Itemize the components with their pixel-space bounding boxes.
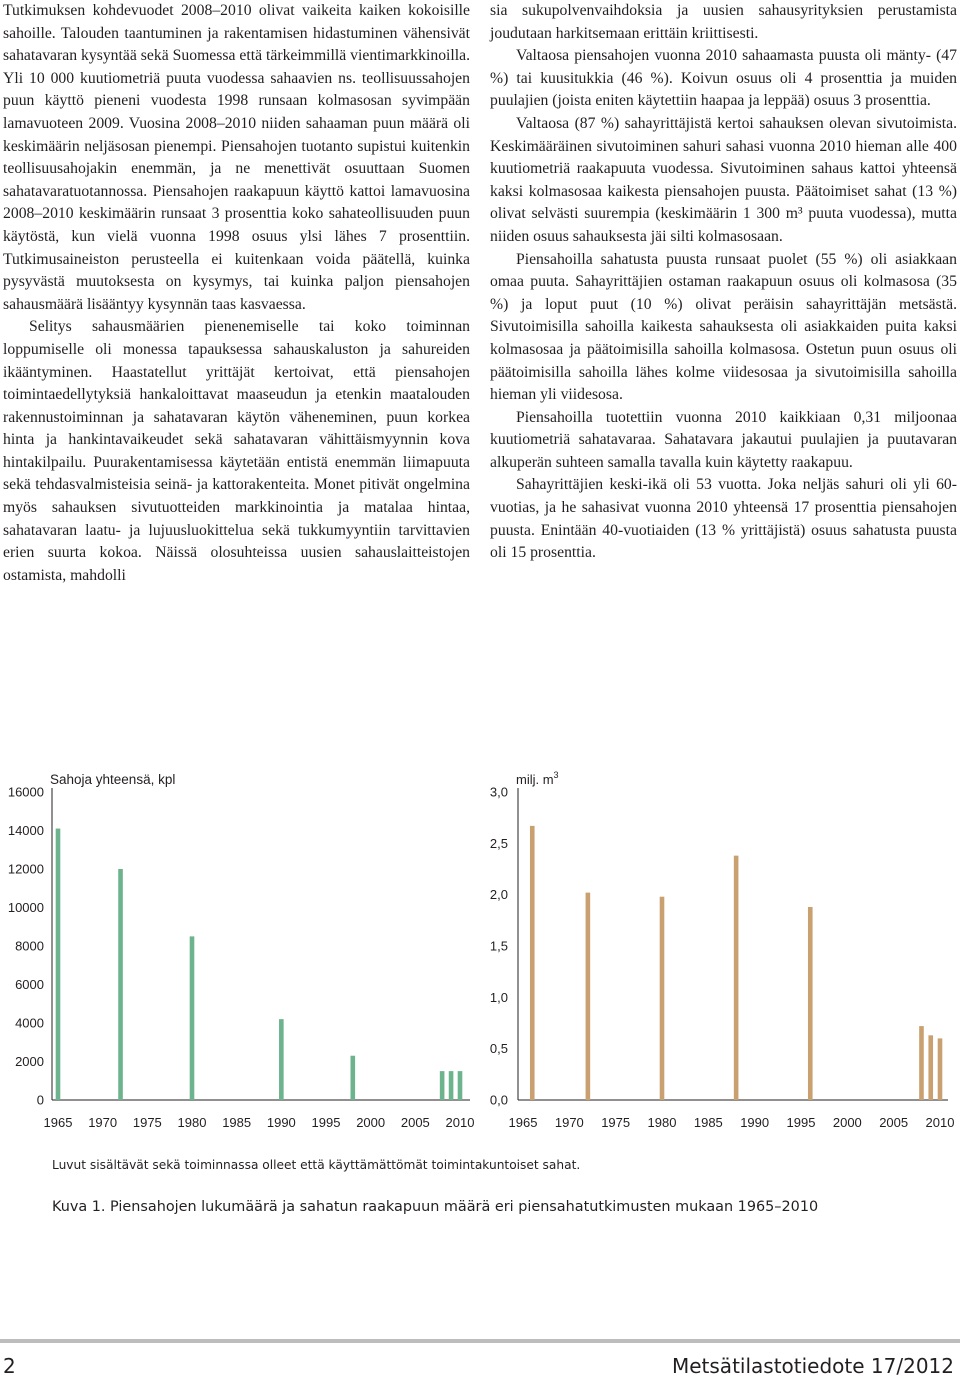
- x-tick-label: 1975: [132, 1115, 162, 1130]
- y-unit-label: milj. $m^3$: [516, 770, 559, 787]
- chart-bar: [56, 829, 61, 1100]
- paragraph: Tutkimuksen kohdevuodet 2008–2010 olivat vaikeita kaiken kokoisille sahoille. Talouden taantuminen ja rakentamisen hidastuminen vähensivät sahatavaran kysyntää sekä Suomessa että tärkeimmillä vientimarkkinoilla. Yli 10 000 kuutiometriä puuta vuodessa sahaavien ns. teollisuussahojen puun käyttö pieneni vuodesta 1998 runsaan kolmasosan syvimpään lamavuoteen 2009. Vuosina 2008–2010 niiden sahaaman puun määrä oli keskimäärin neljäsosan pienempi. Piensahojen tuotanto supistui kuitenkin teollisuusahojakin enemmän, ja ne menettivät osuuttaan Suomen sahatavaratuotannossa. Piensahojen raakapuun käyttö kattoi lamavuosina 2008–2010 keskimäärin runsaat 3 prosenttia koko sahateollisuuden puun käytöstä, kun vielä vuonna 1998 osuus ylsi lähes 7 prosenttiin. Tutkimusaineiston perusteella ei kuitenkaan voida päätellä, kuinka pysyvästä muutoksesta on kysymys, tai kuinka paljon piensahojen sahausmäärä lisääntyy kysynnän taas kasvaessa.: [3, 2, 470, 313]
- y-tick-label: 4000: [15, 1015, 44, 1031]
- y-tick-label: 0,0: [489, 1092, 508, 1108]
- y-tick-label: 1,0: [489, 989, 508, 1005]
- x-tick-label: 1990: [740, 1115, 770, 1130]
- y-tick-label: 0,5: [489, 1041, 508, 1057]
- chart-bar: [928, 1035, 933, 1100]
- figure-note: Luvut sisältävät sekä toiminnassa olleet että käyttämättömät toimintakuntoiset sahat.: [52, 1158, 581, 1172]
- publication-name: Metsätilastotiedote 17/2012: [671, 1354, 954, 1376]
- x-tick-label: 2000: [832, 1115, 862, 1130]
- chart-bar: [440, 1071, 445, 1100]
- x-tick-label: 1980: [177, 1115, 207, 1130]
- y-tick-label: 1,5: [489, 938, 508, 954]
- x-tick-label: 1980: [647, 1115, 677, 1130]
- chart-bar: [808, 907, 813, 1100]
- text-column-right: [490, 0, 957, 565]
- paragraph: Piensahoilla tuotettiin vuonna 2010 kaikkiaan 0,31 miljoonaa kuutiometriä sahatavaraa. Sahatavara jakautui puulajien ja puutavaran alkuperän suhteen samalla tavalla kuin käytetty raakapuu.: [490, 408, 957, 471]
- x-tick-label: 2010: [445, 1115, 475, 1130]
- chart-bar: [660, 897, 665, 1100]
- chart-bar: [586, 893, 591, 1100]
- roundwood-volume-chart-svg: [482, 762, 960, 1142]
- x-tick-label: 1970: [554, 1115, 584, 1130]
- paragraph: Sahayrittäjien keski-ikä oli 53 vuotta. Joka neljäs sahuri oli yli 60-vuotias, ja he sahasivat vuonna 2010 yhteensä 17 prosenttia piensahojen puusta. Enintään 40-vuotiaiden (13 % yrittäjistä) osuus sahatusta puusta oli 15 prosenttia.: [490, 476, 957, 562]
- chart-bar: [458, 1071, 463, 1100]
- figure-caption: Kuva 1. Piensahojen lukumäärä ja sahatun raakapuun määrä eri piensahatutkimusten mukaan 1965–2010: [52, 1199, 819, 1215]
- x-tick-label: 1990: [266, 1115, 296, 1130]
- y-tick-label: 10000: [7, 900, 44, 915]
- chart-bar: [449, 1071, 454, 1100]
- y-tick-label: 3,0: [489, 784, 508, 800]
- x-tick-label: 2010: [925, 1115, 955, 1130]
- x-tick-label: 1995: [786, 1115, 816, 1130]
- paragraph: Valtaosa (87 %) sahayrittäjistä kertoi sahauksen olevan sivutoimista. Keskimääräinen sivutoiminen sahuri sahasi vuonna 2010 hieman alle 400 kuutiometriä raakapuuta vuodessa. Sivutoiminen sahaus kattoi yhteensä kaksi kolmasosaa kaikesta piensahojen puusta. Päätoimiset sahat (13 %) olivat selvästi suurempia (keskimäärin 1 300 m³ puuta vuodessa), mutta niiden osuus sahauksesta jäi silti kolmasosaan.: [490, 114, 957, 245]
- x-tick-label: 2000: [356, 1115, 386, 1130]
- x-tick-label: 2005: [400, 1115, 430, 1130]
- x-tick-label: 1970: [88, 1115, 118, 1130]
- sawmill-count-chart: [0, 762, 482, 1142]
- x-tick-label: 2005: [879, 1115, 909, 1130]
- chart-bar: [938, 1038, 943, 1100]
- chart-bar: [279, 1019, 284, 1100]
- y-tick-label: 8000: [15, 938, 44, 954]
- paragraph: sia sukupolvenvaihdoksia ja uusien sahausyrityksien perustamista joudutaan harkitsemaan erittäin kriittisesti.: [490, 2, 957, 42]
- chart-bar: [530, 826, 535, 1100]
- y-tick-label: 2,0: [489, 887, 508, 903]
- x-tick-label: 1995: [311, 1115, 341, 1130]
- y-tick-label: 6000: [15, 977, 44, 992]
- roundwood-volume-chart: [482, 762, 960, 1142]
- unit-superscript: 3: [553, 770, 559, 780]
- chart-bar: [919, 1026, 924, 1100]
- y-tick-label: 0: [36, 1092, 44, 1108]
- y-tick-label: 14000: [7, 823, 44, 838]
- y-tick-label: 2,5: [489, 835, 508, 851]
- x-tick-label: 1985: [693, 1115, 723, 1130]
- paragraph: Valtaosa piensahojen vuonna 2010 sahaamasta puusta oli mänty- (47 %) tai kuusitukkia (46 %). Koivun osuus oli 4 prosenttia ja muiden puulajien (joista eniten käytettiin haapaa ja leppää) osuus 3 prosenttia.: [490, 47, 957, 110]
- chart-bar: [734, 856, 739, 1100]
- chart-bar: [351, 1056, 356, 1100]
- chart-bar: [190, 936, 195, 1100]
- x-tick-label: 1965: [43, 1115, 73, 1130]
- x-tick-label: 1965: [508, 1115, 538, 1130]
- paragraph: Selitys sahausmäärien pienenemiselle tai koko toiminnan loppumiselle oli monessa tapauksessa sahauskaluston ja sahureiden ikääntyminen. Haastatellut yrittäjät kertoivat, että piensahojen toimintaedellytyksiä hankaloittavat maaseudun ja etenkin maatalouden rakennustoiminnan ja sahatavaran käytön väheneminen, puun korkea hinta ja hankintavaikeudet sekä sahatavaran vähittäismyynnin kova hintakilpailu. Puurakentamisessa käytetään entistä enemmän liimapuuta sekä tehdasvalmisteisia seinä- ja kattorakenteita. Monet pitivät ongelmina myös sahauksen sivutuotteiden markkinointia ja matalaa hintaa, sahatavaran laatu- ja lujuusluokittelua sekä tukkumyyntiin tarvittavien erien suurta kokoa. Näissä olosuhteissa uusien sahauslaitteistojen ostamista, mahdolli: [3, 318, 470, 584]
- chart-title: Sahoja yhteensä, kpl: [50, 772, 176, 787]
- chart-bar: [118, 869, 123, 1100]
- page-number: 2: [3, 1354, 16, 1376]
- sawmill-count-chart-svg: [0, 762, 482, 1142]
- y-tick-label: 12000: [7, 861, 44, 877]
- text-column-left: [3, 0, 470, 587]
- y-tick-label: 16000: [7, 784, 44, 800]
- x-tick-label: 1975: [601, 1115, 631, 1130]
- paragraph: Piensahoilla sahatusta puusta runsaat puolet (55 %) oli asiakkaan omaa puuta. Sahayrittäjien ostaman raakapuun osuus oli kolmasosa (35 %) ja loput puut (10 %) olivat peräisin sahayrittäjän metsästä. Sivutoimisilla sahoilla kaikesta sahauksesta oli asiakkaiden puita kaksi kolmasosaa ja päätoimisilla sahoilla kolmasosa. Ostetun puun osuus oli päätoimisilla sahoilla lähes kolme viidesosaa ja sivutoimisilla sahoilla hieman yli viidesosa.: [490, 250, 957, 404]
- footer-divider: [0, 1339, 960, 1343]
- x-tick-label: 1985: [222, 1115, 252, 1130]
- y-tick-label: 2000: [15, 1054, 44, 1069]
